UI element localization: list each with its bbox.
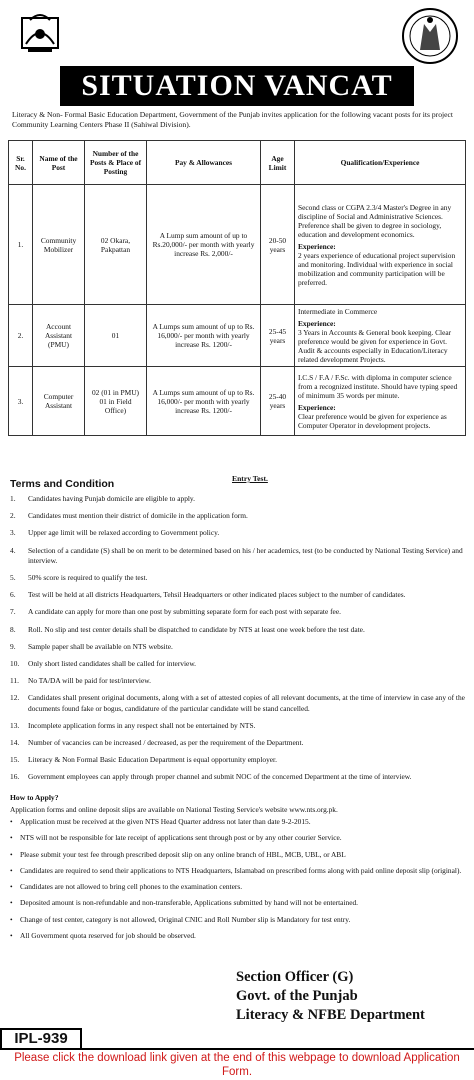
- term-number: 14.: [10, 738, 20, 748]
- qualification-cell: [295, 305, 466, 367]
- sr-no-cell: 2.: [9, 305, 33, 367]
- term-number: 11.: [10, 676, 19, 686]
- term-number: 2.: [10, 511, 16, 521]
- howto-text: NTS will not be responsible for late receipt of applications sent through post or by any other courier Service.: [20, 833, 342, 843]
- experience-text: Clear preference would be given for experience as Computer Operator in development projects.: [298, 411, 447, 430]
- list-item: [10, 772, 468, 782]
- list-item: [10, 850, 468, 860]
- bullet-icon: •: [10, 849, 13, 859]
- list-item: [10, 898, 468, 908]
- term-text: Selection of a candidate (S) shall be on merit to be determined based on his / her academics, test (to be conducted by National Testing Service) and interview.: [28, 545, 463, 565]
- list-item: [10, 590, 468, 600]
- posting-cell: 01: [85, 305, 147, 367]
- signoff-block: [236, 968, 462, 1025]
- pay-cell: A Lump sum amount of up to Rs.20,000/- per month with yearly increase Rs. 2,000/-: [147, 185, 261, 305]
- page-title: SITUATION VANCAT: [60, 66, 414, 106]
- download-notice[interactable]: Please click the download link given at the end of this webpage to download Application Form.: [14, 1052, 460, 1078]
- post-cell: Community Mobilizer: [33, 185, 85, 305]
- column-header-qualification: Qualification/Experience: [295, 141, 466, 185]
- qualification-cell: [295, 185, 466, 305]
- table-row: [9, 185, 466, 305]
- term-text: Incomplete application forms in any respect shall not be entertained by NTS.: [28, 720, 256, 730]
- term-text: Candidates must mention their district of domicile in the application form.: [28, 511, 248, 521]
- punjab-government-logo-icon: [16, 8, 64, 56]
- term-text: Test will be held at all districts Headquarters, Tehsil Headquarters or other indicated places subject to the number of candidates.: [28, 590, 406, 600]
- term-number: 3.: [10, 528, 16, 538]
- list-item: [10, 625, 468, 635]
- term-number: 16.: [10, 772, 20, 782]
- bullet-icon: •: [10, 882, 13, 892]
- howto-text: Candidates are required to send their applications to NTS Headquarters, Islamabad on prescribed forms along with paid online deposit slip (original).: [20, 865, 462, 875]
- bullet-icon: •: [10, 931, 13, 941]
- sr-no-cell: 3.: [9, 367, 33, 436]
- how-to-apply-list: [10, 817, 468, 947]
- literacy-department-logo-icon: [400, 4, 460, 68]
- experience-heading: Experience:: [298, 319, 336, 328]
- list-item: [10, 642, 468, 652]
- term-text: A candidate can apply for more than one post by submitting separate form for each post with separate fee.: [28, 607, 341, 617]
- column-header-pay: Pay & Allowances: [147, 141, 261, 185]
- list-item: [10, 931, 468, 941]
- age-cell: 20-50 years: [261, 185, 295, 305]
- term-number: 4.: [10, 545, 16, 555]
- term-text: Candidates shall present original documents, along with a set of attested copies of all relevant documents, at the time of interview in case any of the documents found fake or bogus, candidature of the particular candidate will be stand cancelled.: [28, 693, 465, 713]
- signoff-line: Govt. of the Punjab: [236, 988, 358, 1004]
- list-item: [10, 755, 468, 765]
- list-item: [10, 833, 468, 843]
- column-header-posting: Number of the Posts & Place of Posting: [85, 141, 147, 185]
- term-text: Candidates having Punjab domicile are eligible to apply.: [28, 494, 195, 503]
- qualification-text: Second class or CGPA 2.3/4 Master's Degree in any discipline of Social and Administrative Sciences. Preference shall be given to degree in sociology, education and development economics.: [298, 202, 452, 239]
- posting-cell: 02 (01 in PMU) 01 in Field Office): [85, 367, 147, 436]
- qualification-text: I.C.S / F.A / F.Sc. with diploma in computer science from a recognized institute. Should have typing speed of minimum 35 words per minute.: [298, 372, 458, 400]
- signoff-line: Section Officer (G): [236, 969, 354, 985]
- term-text: Roll. No slip and test center details shall be dispatched to candidate by NTS at least one week before the test date.: [28, 624, 365, 634]
- term-text: Upper age limit will be relaxed according to Government policy.: [28, 528, 220, 538]
- howto-text: Candidates are not allowed to bring cell phones to the examination centers.: [20, 882, 243, 892]
- term-text: Number of vacancies can be increased / decreased, as per the requirement of the Department.: [28, 738, 304, 748]
- list-item: [10, 511, 468, 521]
- table-row: [9, 305, 466, 367]
- list-item: [10, 659, 468, 669]
- term-text: Sample paper shall be available on NTS website.: [28, 641, 173, 651]
- term-number: 8.: [10, 624, 16, 634]
- posting-cell: 02 Okara, Pakpattan: [85, 185, 147, 305]
- term-number: 5.: [10, 573, 16, 583]
- intro-paragraph: Literacy & Non- Formal Basic Education Department, Government of the Punjab invites application for the following vacant posts for its project Community Learning Centers Phase II (Sahiwal Division).: [12, 110, 453, 129]
- terms-list: [10, 494, 468, 790]
- term-text: No TA/DA will be paid for test/interview.: [28, 676, 151, 686]
- post-cell: Account Assistant (PMU): [33, 305, 85, 367]
- bullet-icon: •: [10, 833, 13, 843]
- qualification-cell: [295, 367, 466, 436]
- term-text: 50% score is required to qualify the test.: [28, 573, 148, 583]
- bullet-icon: •: [10, 865, 13, 875]
- qualification-text: Intermediate in Commerce: [298, 307, 378, 316]
- list-item: [10, 607, 468, 617]
- how-to-apply-heading: How to Apply?: [10, 793, 59, 802]
- list-item: [10, 738, 468, 748]
- list-item: [10, 866, 468, 876]
- list-item: [10, 494, 468, 504]
- term-number: 13.: [10, 720, 20, 730]
- vacancy-table: [8, 140, 466, 436]
- term-text: Only short listed candidates shall be called for interview.: [28, 658, 197, 668]
- list-item: [10, 882, 468, 892]
- how-to-apply-intro: Application forms and online deposit slips are available on National Testing Service's website www.nts.org.pk.: [10, 805, 338, 814]
- howto-text: Change of test center, category is not allowed, Original CNIC and Roll Number slip is Mandatory for test entry.: [20, 914, 351, 924]
- column-header-age: Age Limit: [261, 141, 295, 185]
- bullet-icon: •: [10, 914, 13, 924]
- term-text: Government employees can apply through proper channel and submit NOC of the concerned Department at the time of interview.: [28, 772, 412, 782]
- list-item: [10, 546, 468, 567]
- table-header-row: [9, 141, 466, 185]
- howto-text: Deposited amount is non-refundable and non-transferable, Applications submitted by hand will not be entertained.: [20, 898, 359, 908]
- howto-text: Application must be received at the given NTS Head Quarter address not later than date 9-2-2015.: [20, 817, 311, 826]
- entry-test-label: Entry Test.: [232, 474, 268, 483]
- term-number: 9.: [10, 641, 16, 651]
- experience-text: 2 years experience of educational project supervision and monitoring. Individual with experience in social mobilization and community participation will be preferred.: [298, 250, 456, 287]
- bullet-icon: •: [10, 817, 13, 826]
- terms-heading: Terms and Condition: [10, 478, 115, 490]
- experience-heading: Experience:: [298, 241, 336, 251]
- experience-heading: Experience:: [298, 402, 336, 412]
- list-item: [10, 817, 468, 827]
- term-number: 7.: [10, 607, 16, 617]
- list-item: [10, 721, 468, 731]
- bullet-icon: •: [10, 898, 13, 908]
- list-item: [10, 573, 468, 583]
- experience-text: 3 Years in Accounts & General book keeping. Clear preference would be given for experience in Govt. Audit & accounts especially in Education/Literacy related development Projects.: [298, 328, 452, 364]
- column-header-post: Name of the Post: [33, 141, 85, 185]
- post-cell: Computer Assistant: [33, 367, 85, 436]
- term-text: Literacy & Non Formal Basic Education Department is equal opportunity employer.: [28, 755, 277, 765]
- term-number: 10.: [10, 658, 20, 668]
- howto-text: Please submit your test fee through prescribed deposit slip on any online branch of HBL, MCB, UBL, or ABL: [20, 849, 346, 859]
- list-item: [10, 676, 468, 686]
- list-item: [10, 528, 468, 538]
- pay-cell: A Lumps sum amount of up to Rs. 16,000/- per month with yearly increase Rs. 1200/-: [147, 305, 261, 367]
- list-item: [10, 915, 468, 925]
- term-number: 12.: [10, 693, 20, 703]
- table-row: [9, 367, 466, 436]
- list-item: [10, 693, 468, 714]
- howto-text: All Government quota reserved for job should be observed.: [20, 931, 196, 941]
- age-cell: 25-40 years: [261, 367, 295, 436]
- term-number: 15.: [10, 755, 20, 765]
- age-cell: 25-45 years: [261, 305, 295, 367]
- term-number: 1.: [10, 494, 16, 503]
- column-header-sr-no: Sr. No.: [9, 141, 33, 185]
- signoff-line: Literacy & NFBE Department: [236, 1007, 425, 1023]
- sr-no-cell: 1.: [9, 185, 33, 305]
- ipl-reference-badge: IPL-939: [0, 1028, 82, 1050]
- pay-cell: A Lumps sum amount of up to Rs. 16,000/- per month with yearly increase Rs. 1200/-: [147, 367, 261, 436]
- term-number: 6.: [10, 590, 16, 600]
